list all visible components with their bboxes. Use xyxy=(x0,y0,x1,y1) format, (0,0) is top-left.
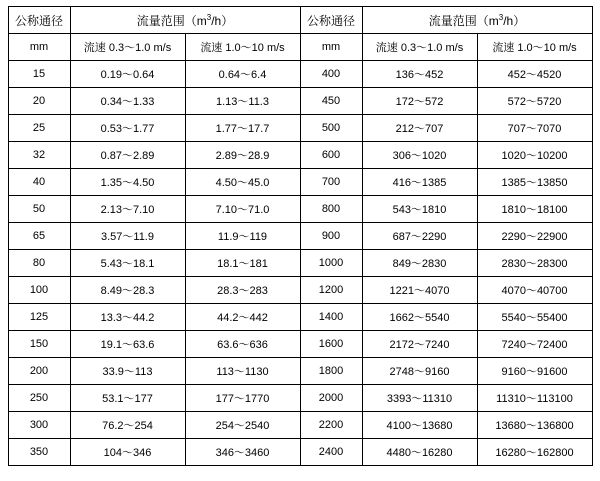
cell-dn-right: 2400 xyxy=(300,439,362,466)
cell-range-high-left: 28.3～283 xyxy=(185,277,300,304)
cell-range-high-right: 4070～40700 xyxy=(477,277,592,304)
cell-range-low-left: 0.53～1.77 xyxy=(70,115,185,142)
header-speed-low-left: 流速 0.3～1.0 m/s xyxy=(70,34,185,61)
cell-range-high-right: 1020～10200 xyxy=(477,142,592,169)
cell-range-low-right: 3393～11310 xyxy=(362,385,477,412)
header-range-right xyxy=(362,7,592,34)
header-dn-right: 公称通径 xyxy=(300,7,362,34)
table-row xyxy=(8,385,592,412)
cell-range-low-right: 136～452 xyxy=(362,61,477,88)
cell-range-low-right: 849～2830 xyxy=(362,250,477,277)
header-range-right-text: 流量范围（m xyxy=(428,13,499,28)
cell-range-high-left: 346～3460 xyxy=(185,439,300,466)
cell-dn-left: 100 xyxy=(8,277,70,304)
table-row xyxy=(8,196,592,223)
header-range-left-sup: 3 xyxy=(206,12,212,22)
table-row xyxy=(8,223,592,250)
cell-range-high-left: 7.10～71.0 xyxy=(185,196,300,223)
cell-range-low-right: 416～1385 xyxy=(362,169,477,196)
cell-dn-left: 150 xyxy=(8,331,70,358)
cell-dn-left: 32 xyxy=(8,142,70,169)
cell-range-low-right: 2748～9160 xyxy=(362,358,477,385)
cell-dn-left: 25 xyxy=(8,115,70,142)
cell-range-low-left: 104～346 xyxy=(70,439,185,466)
table-row xyxy=(8,142,592,169)
cell-range-low-left: 33.9～113 xyxy=(70,358,185,385)
cell-dn-right: 1400 xyxy=(300,304,362,331)
cell-dn-right: 700 xyxy=(300,169,362,196)
table-row xyxy=(8,439,592,466)
cell-range-high-right: 2290～22900 xyxy=(477,223,592,250)
cell-range-high-right: 2830～28300 xyxy=(477,250,592,277)
cell-range-low-left: 5.43～18.1 xyxy=(70,250,185,277)
cell-range-low-left: 13.3～44.2 xyxy=(70,304,185,331)
cell-range-low-left: 2.13～7.10 xyxy=(70,196,185,223)
header-speed-high-right: 流速 1.0～10 m/s xyxy=(477,34,592,61)
cell-range-low-left: 53.1～177 xyxy=(70,385,185,412)
header-unit-left: mm xyxy=(8,34,70,61)
cell-range-high-right: 572～5720 xyxy=(477,88,592,115)
cell-range-low-right: 4480～16280 xyxy=(362,439,477,466)
flow-range-table xyxy=(8,6,593,466)
cell-range-high-left: 0.64～6.4 xyxy=(185,61,300,88)
cell-range-high-left: 177～1770 xyxy=(185,385,300,412)
header-range-left-tail: /h） xyxy=(211,13,234,28)
cell-dn-left: 20 xyxy=(8,88,70,115)
cell-range-high-left: 4.50～45.0 xyxy=(185,169,300,196)
cell-range-low-left: 8.49～28.3 xyxy=(70,277,185,304)
cell-dn-right: 2200 xyxy=(300,412,362,439)
cell-range-low-left: 0.87～2.89 xyxy=(70,142,185,169)
table-row xyxy=(8,115,592,142)
cell-range-high-left: 113～1130 xyxy=(185,358,300,385)
cell-dn-left: 200 xyxy=(8,358,70,385)
header-speed-high-left: 流速 1.0～10 m/s xyxy=(185,34,300,61)
cell-range-low-left: 1.35～4.50 xyxy=(70,169,185,196)
cell-range-low-left: 76.2～254 xyxy=(70,412,185,439)
table-row xyxy=(8,250,592,277)
cell-dn-right: 450 xyxy=(300,88,362,115)
cell-dn-left: 65 xyxy=(8,223,70,250)
cell-range-high-left: 63.6～636 xyxy=(185,331,300,358)
cell-range-low-left: 0.34～1.33 xyxy=(70,88,185,115)
cell-dn-right: 1000 xyxy=(300,250,362,277)
cell-range-high-right: 13680～136800 xyxy=(477,412,592,439)
cell-range-high-right: 11310～113100 xyxy=(477,385,592,412)
cell-dn-right: 1200 xyxy=(300,277,362,304)
cell-range-high-right: 7240～72400 xyxy=(477,331,592,358)
table-row xyxy=(8,304,592,331)
cell-range-high-right: 1810～18100 xyxy=(477,196,592,223)
cell-dn-left: 80 xyxy=(8,250,70,277)
cell-range-high-left: 1.77～17.7 xyxy=(185,115,300,142)
cell-range-high-left: 2.89～28.9 xyxy=(185,142,300,169)
header-speed-low-right: 流速 0.3～1.0 m/s xyxy=(362,34,477,61)
header-range-right-tail: /h） xyxy=(503,13,526,28)
cell-range-low-right: 543～1810 xyxy=(362,196,477,223)
table-row xyxy=(8,61,592,88)
cell-range-high-left: 44.2～442 xyxy=(185,304,300,331)
cell-dn-right: 600 xyxy=(300,142,362,169)
header-unit-right: mm xyxy=(300,34,362,61)
cell-dn-right: 500 xyxy=(300,115,362,142)
cell-dn-left: 350 xyxy=(8,439,70,466)
cell-range-high-right: 9160～91600 xyxy=(477,358,592,385)
cell-range-high-right: 452～4520 xyxy=(477,61,592,88)
cell-range-high-left: 18.1～181 xyxy=(185,250,300,277)
table-row xyxy=(8,169,592,196)
cell-dn-right: 2000 xyxy=(300,385,362,412)
cell-dn-left: 15 xyxy=(8,61,70,88)
cell-range-high-right: 1385～13850 xyxy=(477,169,592,196)
cell-dn-left: 300 xyxy=(8,412,70,439)
cell-dn-left: 125 xyxy=(8,304,70,331)
cell-range-low-left: 3.57～11.9 xyxy=(70,223,185,250)
cell-range-low-right: 4100～13680 xyxy=(362,412,477,439)
header-range-left-text: 流量范围（m xyxy=(136,13,207,28)
cell-range-high-right: 5540～55400 xyxy=(477,304,592,331)
header-range-right-sup: 3 xyxy=(498,12,504,22)
header-range-left xyxy=(70,7,300,34)
cell-dn-right: 900 xyxy=(300,223,362,250)
header-dn-left: 公称通径 xyxy=(8,7,70,34)
table-row xyxy=(8,88,592,115)
cell-range-low-right: 172～572 xyxy=(362,88,477,115)
table-row xyxy=(8,277,592,304)
cell-dn-right: 800 xyxy=(300,196,362,223)
cell-range-low-right: 212～707 xyxy=(362,115,477,142)
table-row xyxy=(8,358,592,385)
cell-dn-left: 250 xyxy=(8,385,70,412)
cell-dn-right: 400 xyxy=(300,61,362,88)
cell-dn-right: 1800 xyxy=(300,358,362,385)
cell-range-high-right: 16280～162800 xyxy=(477,439,592,466)
cell-dn-left: 40 xyxy=(8,169,70,196)
table-row xyxy=(8,412,592,439)
cell-range-high-left: 11.9～119 xyxy=(185,223,300,250)
table-row xyxy=(8,331,592,358)
cell-range-low-right: 2172～7240 xyxy=(362,331,477,358)
cell-range-high-left: 1.13～11.3 xyxy=(185,88,300,115)
cell-range-low-right: 687～2290 xyxy=(362,223,477,250)
table-header-sub xyxy=(8,34,592,61)
cell-range-low-right: 306～1020 xyxy=(362,142,477,169)
cell-range-low-right: 1662～5540 xyxy=(362,304,477,331)
cell-range-low-left: 0.19～0.64 xyxy=(70,61,185,88)
cell-range-low-right: 1221～4070 xyxy=(362,277,477,304)
cell-range-low-left: 19.1～63.6 xyxy=(70,331,185,358)
cell-dn-left: 50 xyxy=(8,196,70,223)
cell-range-high-right: 707～7070 xyxy=(477,115,592,142)
cell-range-high-left: 254～2540 xyxy=(185,412,300,439)
table-header-main xyxy=(8,7,592,34)
cell-dn-right: 1600 xyxy=(300,331,362,358)
